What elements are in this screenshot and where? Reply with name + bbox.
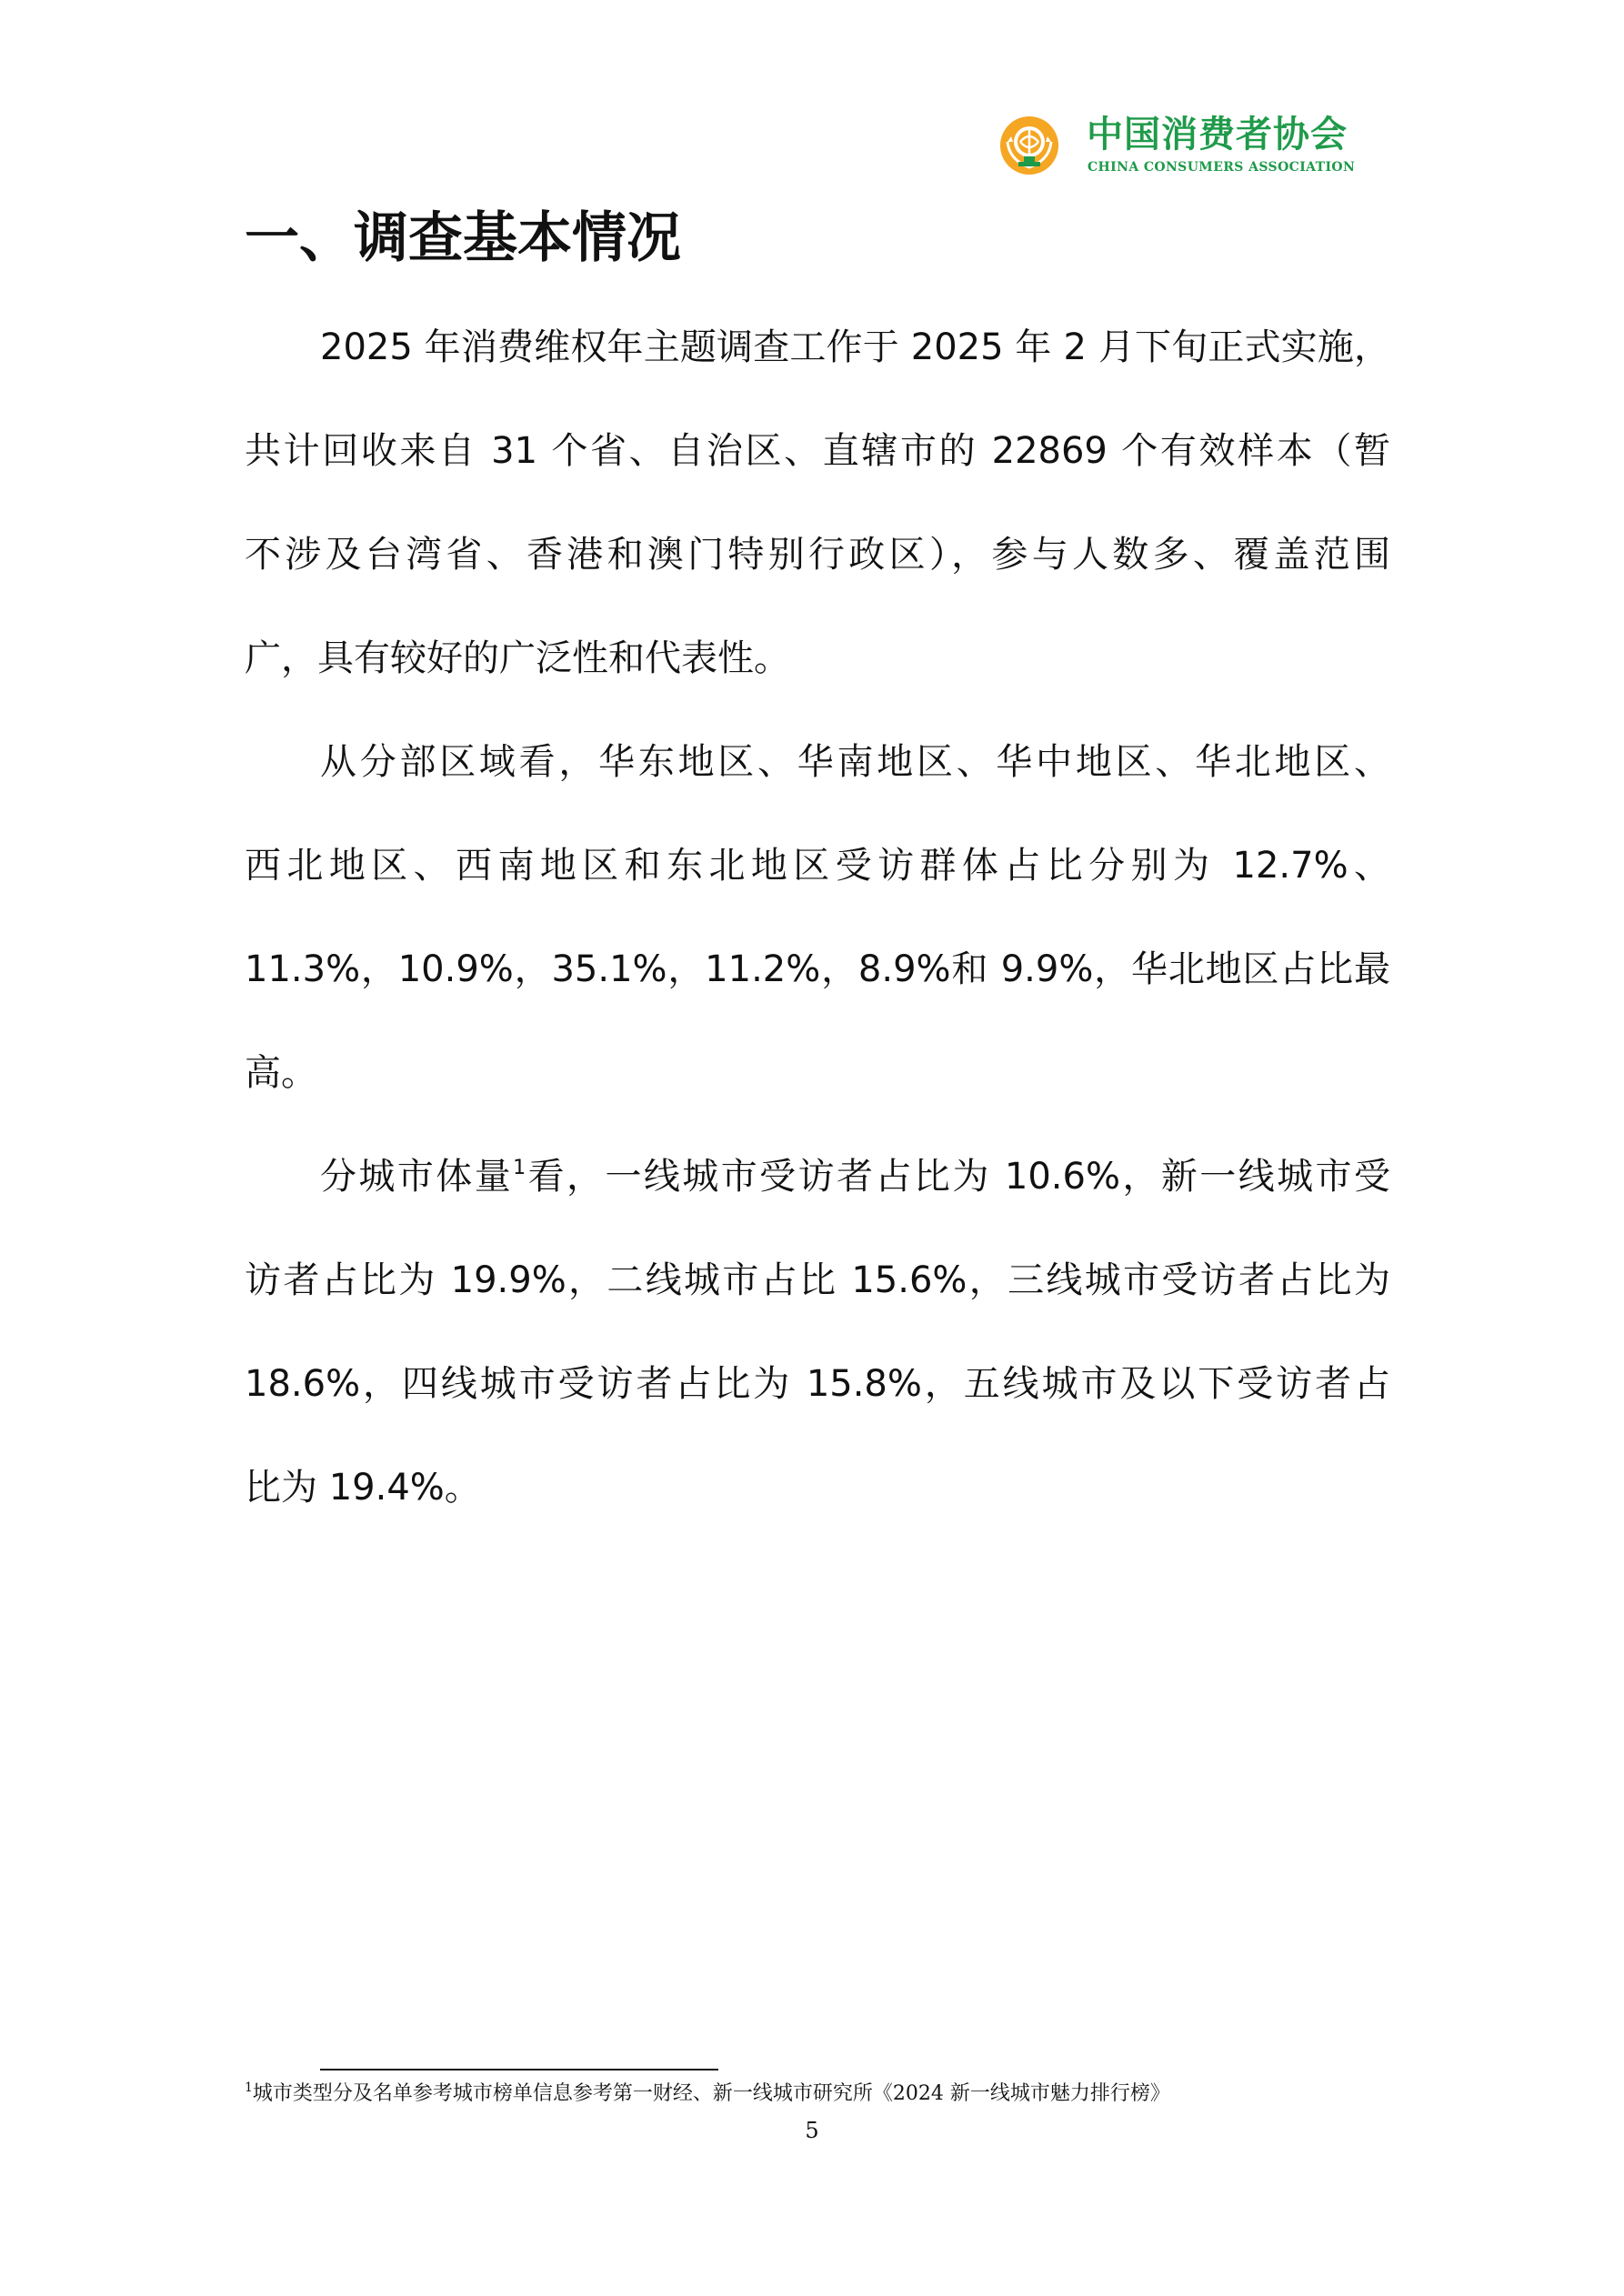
paragraph-3-line-1 (320, 1151, 1390, 1202)
footnote-reference[interactable]: 1 (513, 1157, 526, 1179)
paragraph-3-line-2: 访者占比为 19.9%，二线城市占比 15.6%，三线城市受访者占比为 (245, 1259, 1390, 1301)
paragraph-1-line-1: 2025 年消费维权年主题调查工作于 2025 年 2 月下旬正式实施， (320, 326, 1390, 368)
paragraph-3-line-1-rest: 看，一线城市受访者占比为 10.6%，新一线城市受 (526, 1156, 1390, 1198)
section-heading: 一、调查基本情况 (245, 206, 681, 270)
paragraph-1-line-2: 共计回收来自 31 个省、自治区、直辖市的 22869 个有效样本（暂 (245, 430, 1390, 472)
footnote-text: 城市类型分及名单参考城市榜单信息参考第一财经、新一线城市研究所《2024 新一线城市魅力排行榜》 (252, 2082, 1170, 2105)
paragraph-3-line-4: 比为 19.4%。 (245, 1467, 481, 1509)
paragraph-3-line-1-start: 分城市体量 (320, 1156, 514, 1198)
paragraph-2-line-3: 11.3%，10.9%，35.1%，11.2%，8.9%和 9.9%，华北地区占比最 (245, 948, 1390, 990)
footnote-mark: 1 (245, 2080, 253, 2095)
paragraph-1-line-3: 不涉及台湾省、香港和澳门特别行政区），参与人数多、覆盖范围 (245, 534, 1390, 576)
paragraph-3-line-3: 18.6%，四线城市受访者占比为 15.8%，五线城市及以下受访者占 (245, 1363, 1390, 1405)
footnote (245, 2080, 1170, 2108)
org-name-en: CHINA CONSUMERS ASSOCIATION (1088, 160, 1356, 175)
paragraph-2-line-2: 西北地区、西南地区和东北地区受访群体占比分别为 12.7%、 (245, 845, 1390, 887)
org-name-cn: 中国消费者协会 (1087, 114, 1348, 155)
paragraph-2-line-4: 高。 (245, 1052, 317, 1094)
page-number: 5 (805, 2118, 819, 2143)
cca-emblem-icon (998, 115, 1060, 176)
footnote-separator (320, 2069, 718, 2070)
paragraph-2-line-1: 从分部区域看，华东地区、华南地区、华中地区、华北地区、 (320, 741, 1390, 783)
paragraph-1-line-4: 广，具有较好的广泛性和代表性。 (245, 637, 790, 679)
org-logo (998, 111, 1389, 182)
